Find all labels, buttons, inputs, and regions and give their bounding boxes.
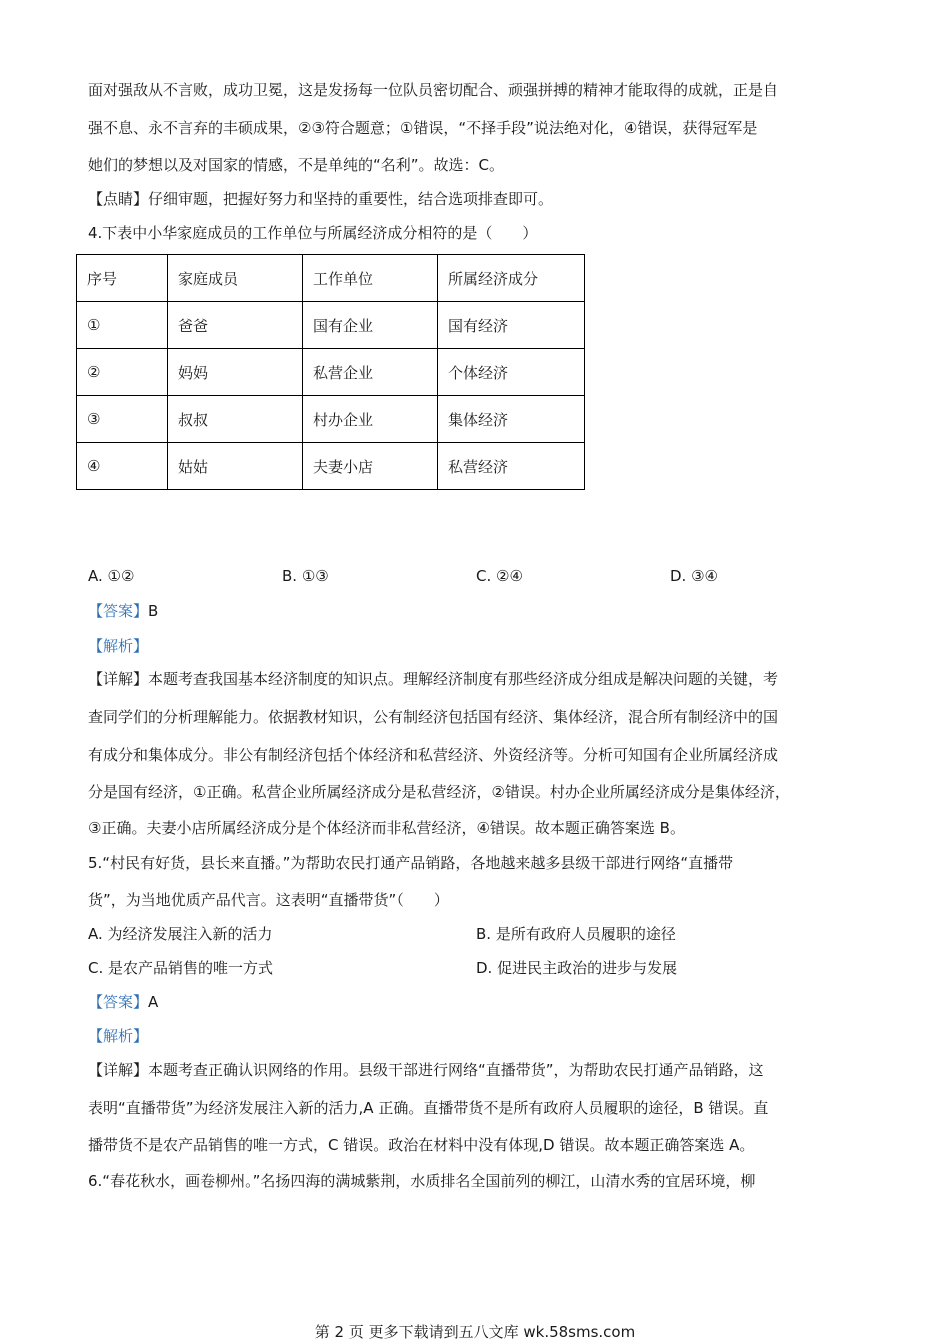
table-header-cell: 工作单位 — [303, 255, 438, 302]
detail-line: 【详解】本题考查我国基本经济制度的知识点。理解经济制度有那些经济成分组成是解决问题的关键，考 — [88, 670, 779, 688]
table-cell: 私营经济 — [438, 443, 585, 490]
family-economy-table — [76, 254, 585, 490]
table-cell: 夫妻小店 — [303, 443, 438, 490]
table-cell: ④ — [77, 443, 168, 490]
paragraph-line: 面对强敌从不言败，成功卫冕，这是发扬每一位队员密切配合、顽强拼搏的精神才能取得的成就，正是自 — [88, 81, 779, 99]
detail-line: 播带货不是农产品销售的唯一方式，C 错误。政治在材料中没有体现,D 错误。故本题正确答案选 A。 — [88, 1136, 755, 1154]
table-cell: 集体经济 — [438, 396, 585, 443]
table-cell: 国有经济 — [438, 302, 585, 349]
page-footer: 第 2 页 更多下载请到五八文库 wk.58sms.com — [314, 1323, 636, 1341]
table-row — [77, 302, 585, 349]
table-row — [77, 443, 585, 490]
table-cell: 私营企业 — [303, 349, 438, 396]
table-header-cell: 所属经济成分 — [438, 255, 585, 302]
option-b: B. ①③ — [282, 567, 329, 585]
table-header-cell: 家庭成员 — [168, 255, 303, 302]
analysis-label: 【解析】 — [88, 637, 149, 655]
question-5-stem: 货”，为当地优质产品代言。这表明“直播带货”（ ） — [88, 891, 449, 909]
table-cell: 村办企业 — [303, 396, 438, 443]
detail-line: 查同学们的分析理解能力。依据教材知识，公有制经济包括国有经济、集体经济，混合所有制经济中的国 — [88, 708, 779, 726]
table-cell: 叔叔 — [168, 396, 303, 443]
table-header-row — [77, 255, 585, 302]
table-cell: 国有企业 — [303, 302, 438, 349]
question-6-stem: 6.“春花秋水，画卷柳州。”名扬四海的满城紫荆，水质排名全国前列的柳江，山清水秀的宜居环境，柳 — [88, 1172, 756, 1190]
table-cell: ② — [77, 349, 168, 396]
option-c: C. 是农产品销售的唯一方式 — [88, 959, 274, 977]
table-cell: ③ — [77, 396, 168, 443]
detail-line: ③正确。夫妻小店所属经济成分是个体经济而非私营经济，④错误。故本题正确答案选 B。 — [88, 819, 685, 837]
table-cell: 个体经济 — [438, 349, 585, 396]
paragraph-line: 她们的梦想以及对国家的情感，不是单纯的“名利”。故选：C。 — [88, 156, 505, 174]
detail-line: 表明“直播带货”为经济发展注入新的活力,A 正确。直播带货不是所有政府人员履职的途径，B 错误。直 — [88, 1099, 769, 1117]
question-4-stem: 4.下表中小华家庭成员的工作单位与所属经济成分相符的是（ ） — [88, 224, 538, 242]
option-a: A. ①② — [88, 567, 135, 585]
detail-line: 【详解】本题考查正确认识网络的作用。县级干部进行网络“直播带货”，为帮助农民打通产品销路，这 — [88, 1061, 764, 1079]
option-a: A. 为经济发展注入新的活力 — [88, 925, 273, 943]
answer-value: A — [148, 993, 159, 1011]
detail-line: 有成分和集体成分。非公有制经济包括个体经济和私营经济、外资经济等。分析可知国有企业所属经济成 — [88, 746, 779, 764]
option-b: B. 是所有政府人员履职的途径 — [476, 925, 676, 943]
answer-value: B — [148, 602, 159, 620]
table-row — [77, 396, 585, 443]
answer-line — [88, 992, 158, 1012]
answer-label: 【答案】 — [88, 993, 149, 1011]
table-row — [77, 349, 585, 396]
table-cell: ① — [77, 302, 168, 349]
table-cell: 姑姑 — [168, 443, 303, 490]
table-header-cell: 序号 — [77, 255, 168, 302]
question-5-stem: 5.“村民有好货，县长来直播。”为帮助农民打通产品销路，各地越来越多县级干部进行网络“直播带 — [88, 854, 734, 872]
answer-label: 【答案】 — [88, 602, 149, 620]
paragraph-line: 强不息、永不言弃的丰硕成果，②③符合题意；①错误，“不择手段”说法绝对化，④错误，获得冠军是 — [88, 119, 758, 137]
dianjing-note: 【点睛】仔细审题，把握好努力和坚持的重要性，结合选项排查即可。 — [88, 190, 554, 208]
answer-line — [88, 601, 158, 621]
option-d: D. ③④ — [670, 567, 718, 585]
option-c: C. ②④ — [476, 567, 523, 585]
table-cell: 爸爸 — [168, 302, 303, 349]
option-d: D. 促进民主政治的进步与发展 — [476, 959, 678, 977]
detail-line: 分是国有经济，①正确。私营企业所属经济成分是私营经济，②错误。村办企业所属经济成分是集体经济， — [88, 783, 790, 801]
table-cell: 妈妈 — [168, 349, 303, 396]
analysis-label: 【解析】 — [88, 1027, 149, 1045]
